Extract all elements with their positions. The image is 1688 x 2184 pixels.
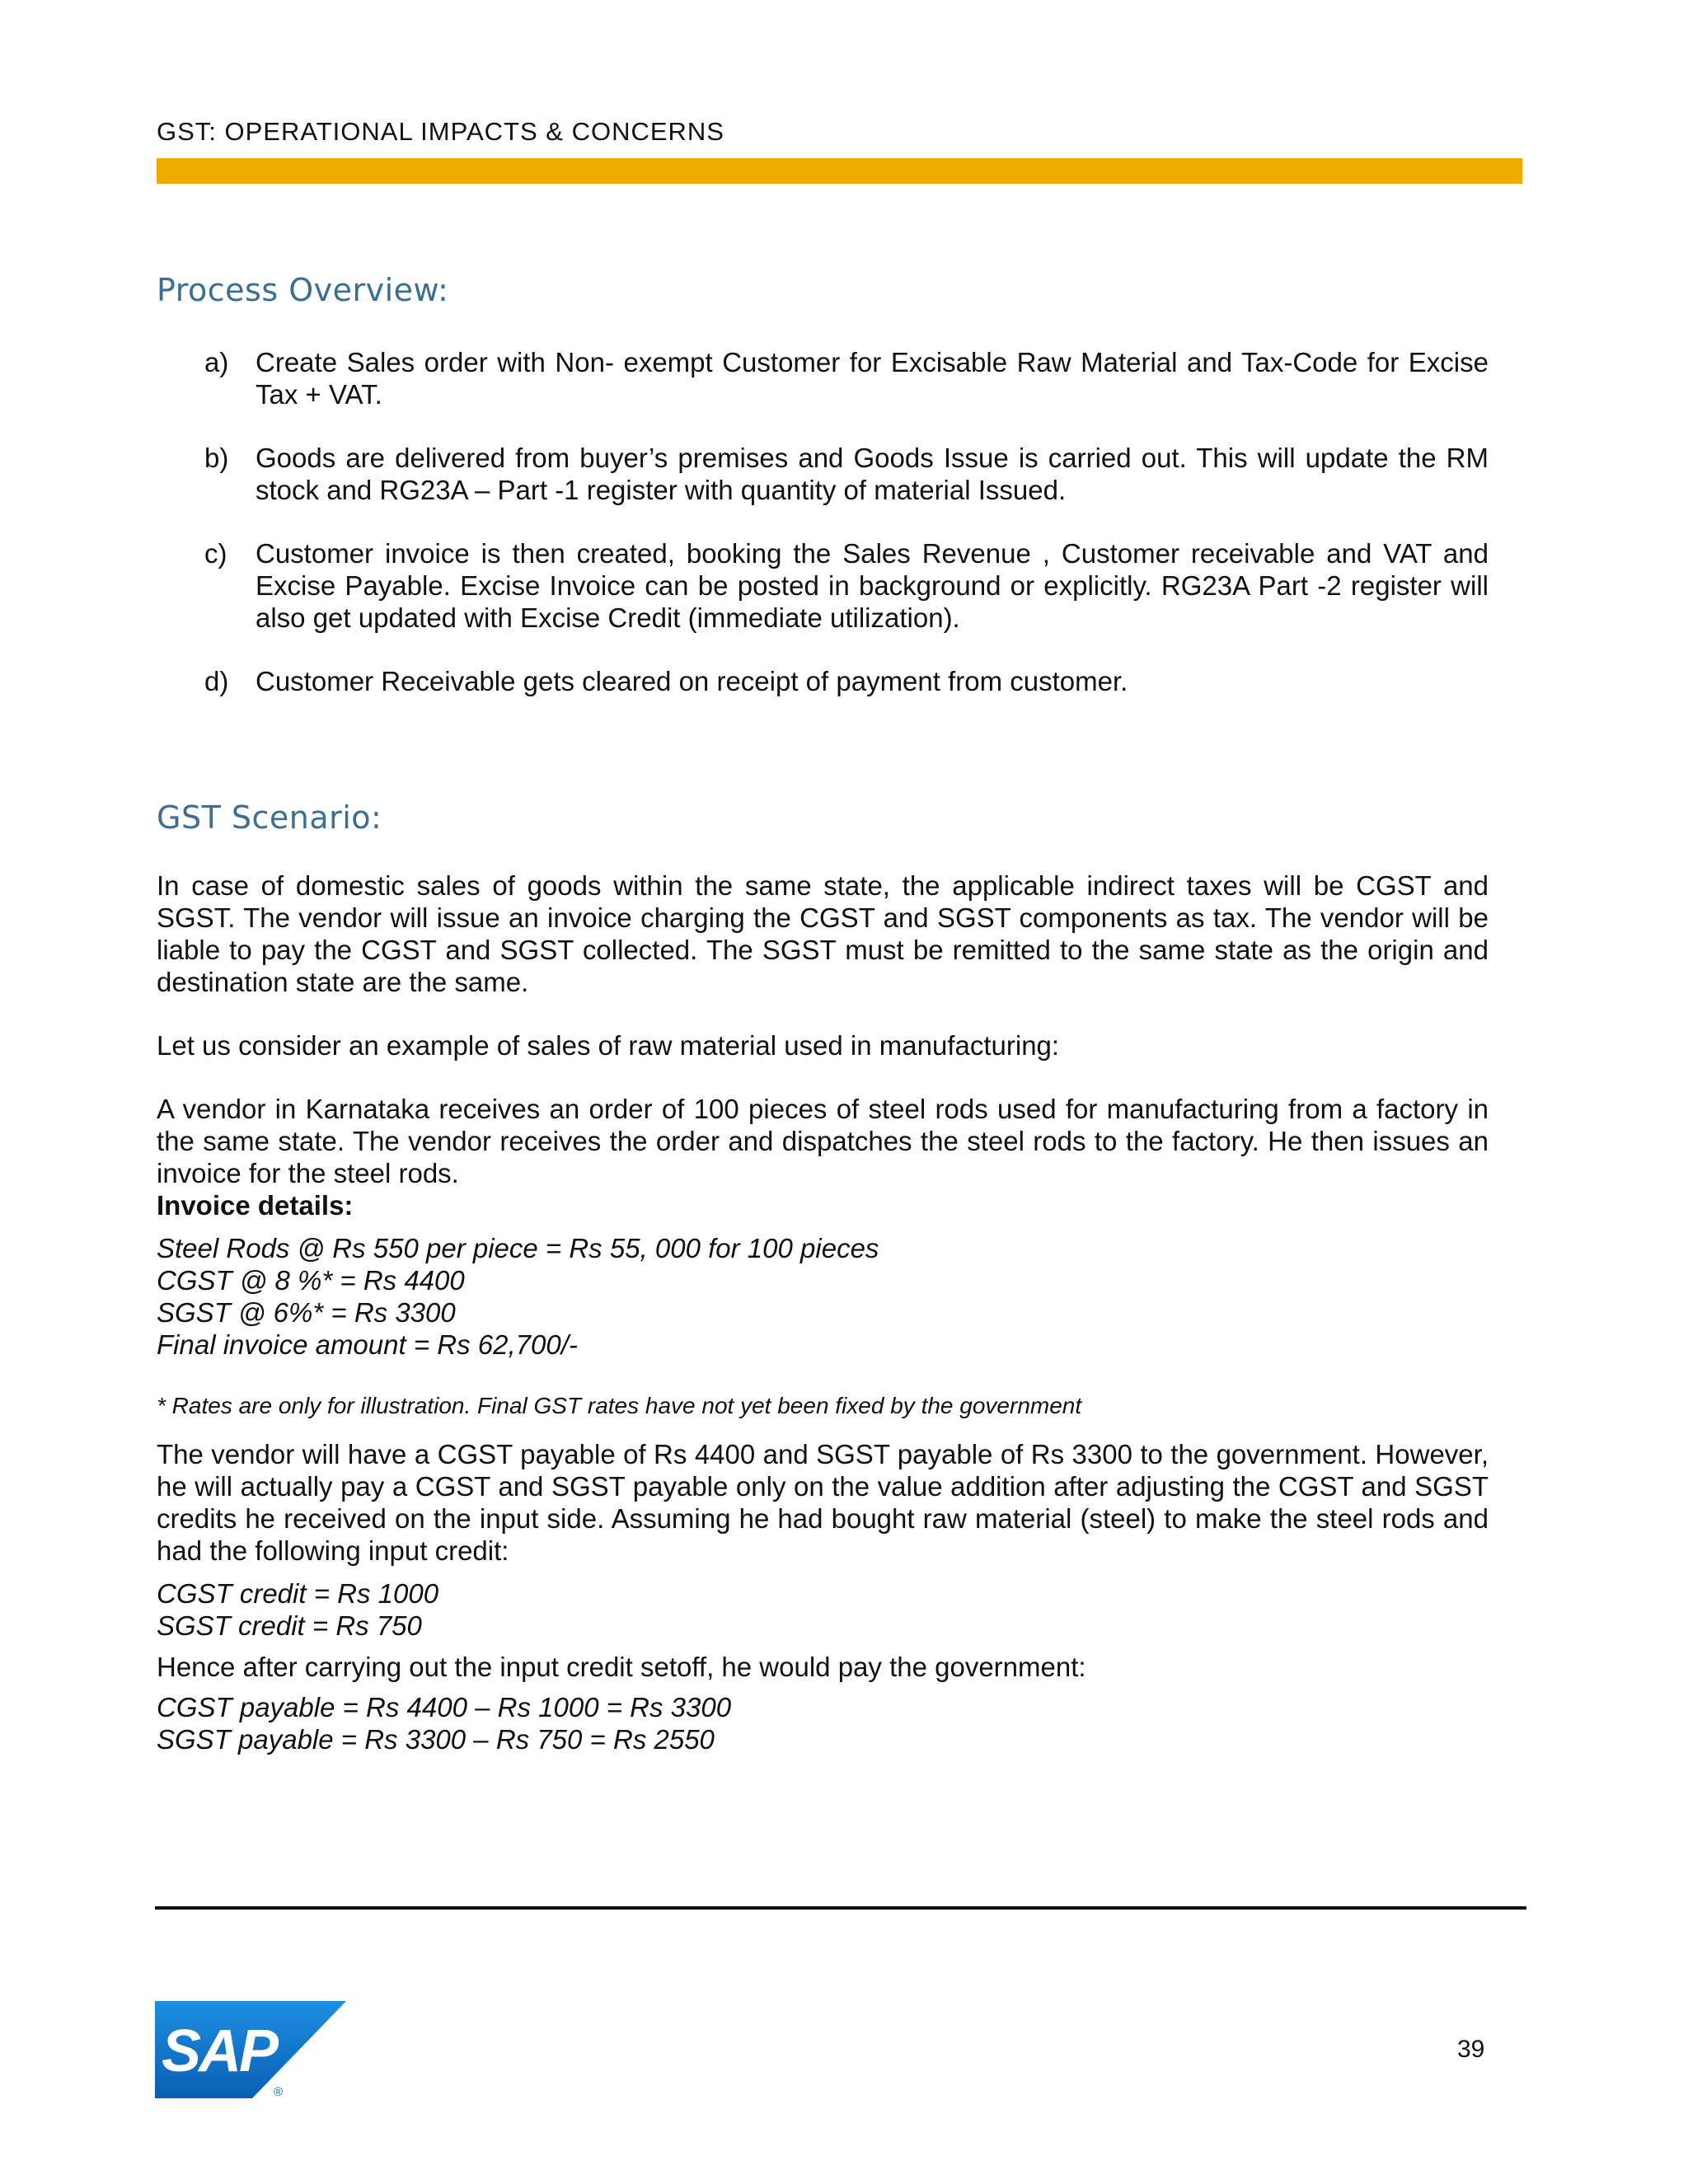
example-intro-paragraph: Let us consider an example of sales of raw material used in manufacturing: xyxy=(157,1030,1060,1061)
credit-line: CGST credit = Rs 1000 xyxy=(157,1578,439,1609)
step-letter: a) xyxy=(204,347,229,377)
invoice-line: Final invoice amount = Rs 62,700/- xyxy=(157,1329,578,1360)
invoice-details-label: Invoice details: xyxy=(157,1190,354,1221)
payable-paragraph: The vendor will have a CGST payable of Rs 4400 and SGST payable of Rs 3300 to the government. However, he will actually pay a CGST and SGST payable only on the value addition after adjusting the CGST and SGST credits he received on the input side. Assuming he had bought raw material (steel) to make the steel rods and had the following input credit: xyxy=(157,1439,1489,1566)
header-accent-bar xyxy=(157,158,1522,184)
gst-scenario-heading: GST Scenario: xyxy=(157,799,382,836)
step-text: Goods are delivered from buyer’s premises and Goods Issue is carried out. This will update the RM stock and RG23A – Part -1 register with quantity of material Issued. xyxy=(256,443,1489,505)
invoice-line: SGST @ 6%* = Rs 3300 xyxy=(157,1297,456,1328)
process-step xyxy=(157,442,1489,506)
payable-line: SGST payable = Rs 3300 – Rs 750 = Rs 2550 xyxy=(157,1724,715,1755)
step-text: Customer Receivable gets cleared on receipt of payment from customer. xyxy=(256,666,1128,696)
step-text: Customer invoice is then created, booking the Sales Revenue , Customer receivable and VAT and Excise Payable. Excise Invoice can be posted in background or explicitly. RG23A Part -2 register will also get updated with Excise Credit (immediate utilization). xyxy=(256,538,1489,633)
credit-line: SGST credit = Rs 750 xyxy=(157,1610,422,1641)
registered-mark: ® xyxy=(274,2085,284,2098)
step-text: Create Sales order with Non- exempt Customer for Excisable Raw Material and Tax-Code for Excise Tax + VAT. xyxy=(256,347,1489,410)
invoice-line: CGST @ 8 %* = Rs 4400 xyxy=(157,1265,465,1296)
gst-intro-paragraph: In case of domestic sales of goods within the same state, the applicable indirect taxes will be CGST and SGST. The vendor will issue an invoice charging the CGST and SGST components as tax. The vendor will be liable to pay the CGST and SGST collected. The SGST must be remitted to the same state as the origin and destination state are the same. xyxy=(157,870,1489,997)
step-letter: d) xyxy=(204,666,229,696)
step-letter: c) xyxy=(204,538,227,569)
payable-lines xyxy=(157,1691,1489,1755)
setoff-paragraph: Hence after carrying out the input credit setoff, he would pay the government: xyxy=(157,1652,1086,1682)
invoice-line: Steel Rods @ Rs 550 per piece = Rs 55, 000 for 100 pieces xyxy=(157,1233,879,1263)
step-letter: b) xyxy=(204,443,229,473)
invoice-lines xyxy=(157,1232,1489,1361)
process-step xyxy=(157,665,1489,697)
credit-lines xyxy=(157,1577,1489,1642)
document-header-title: GST: OPERATIONAL IMPACTS & CONCERNS xyxy=(157,117,724,146)
page-number: 39 xyxy=(1457,2036,1485,2063)
process-step xyxy=(157,537,1489,634)
rates-footnote: * Rates are only for illustration. Final GST rates have not yet been fixed by the government xyxy=(157,1393,1082,1418)
process-step xyxy=(157,346,1489,410)
payable-line: CGST payable = Rs 4400 – Rs 1000 = Rs 3300 xyxy=(157,1692,732,1722)
sap-logo-text: SAP xyxy=(162,2018,277,2084)
process-steps-list xyxy=(157,346,1489,729)
sap-logo xyxy=(155,2001,346,2098)
process-overview-heading: Process Overview: xyxy=(157,272,449,308)
footer-rule xyxy=(155,1906,1526,1910)
example-paragraph: A vendor in Karnataka receives an order of 100 pieces of steel rods used for manufacturing from a factory in the same state. The vendor receives the order and dispatches the steel rods to the factory. He then issues an invoice for the steel rods. xyxy=(157,1094,1489,1188)
